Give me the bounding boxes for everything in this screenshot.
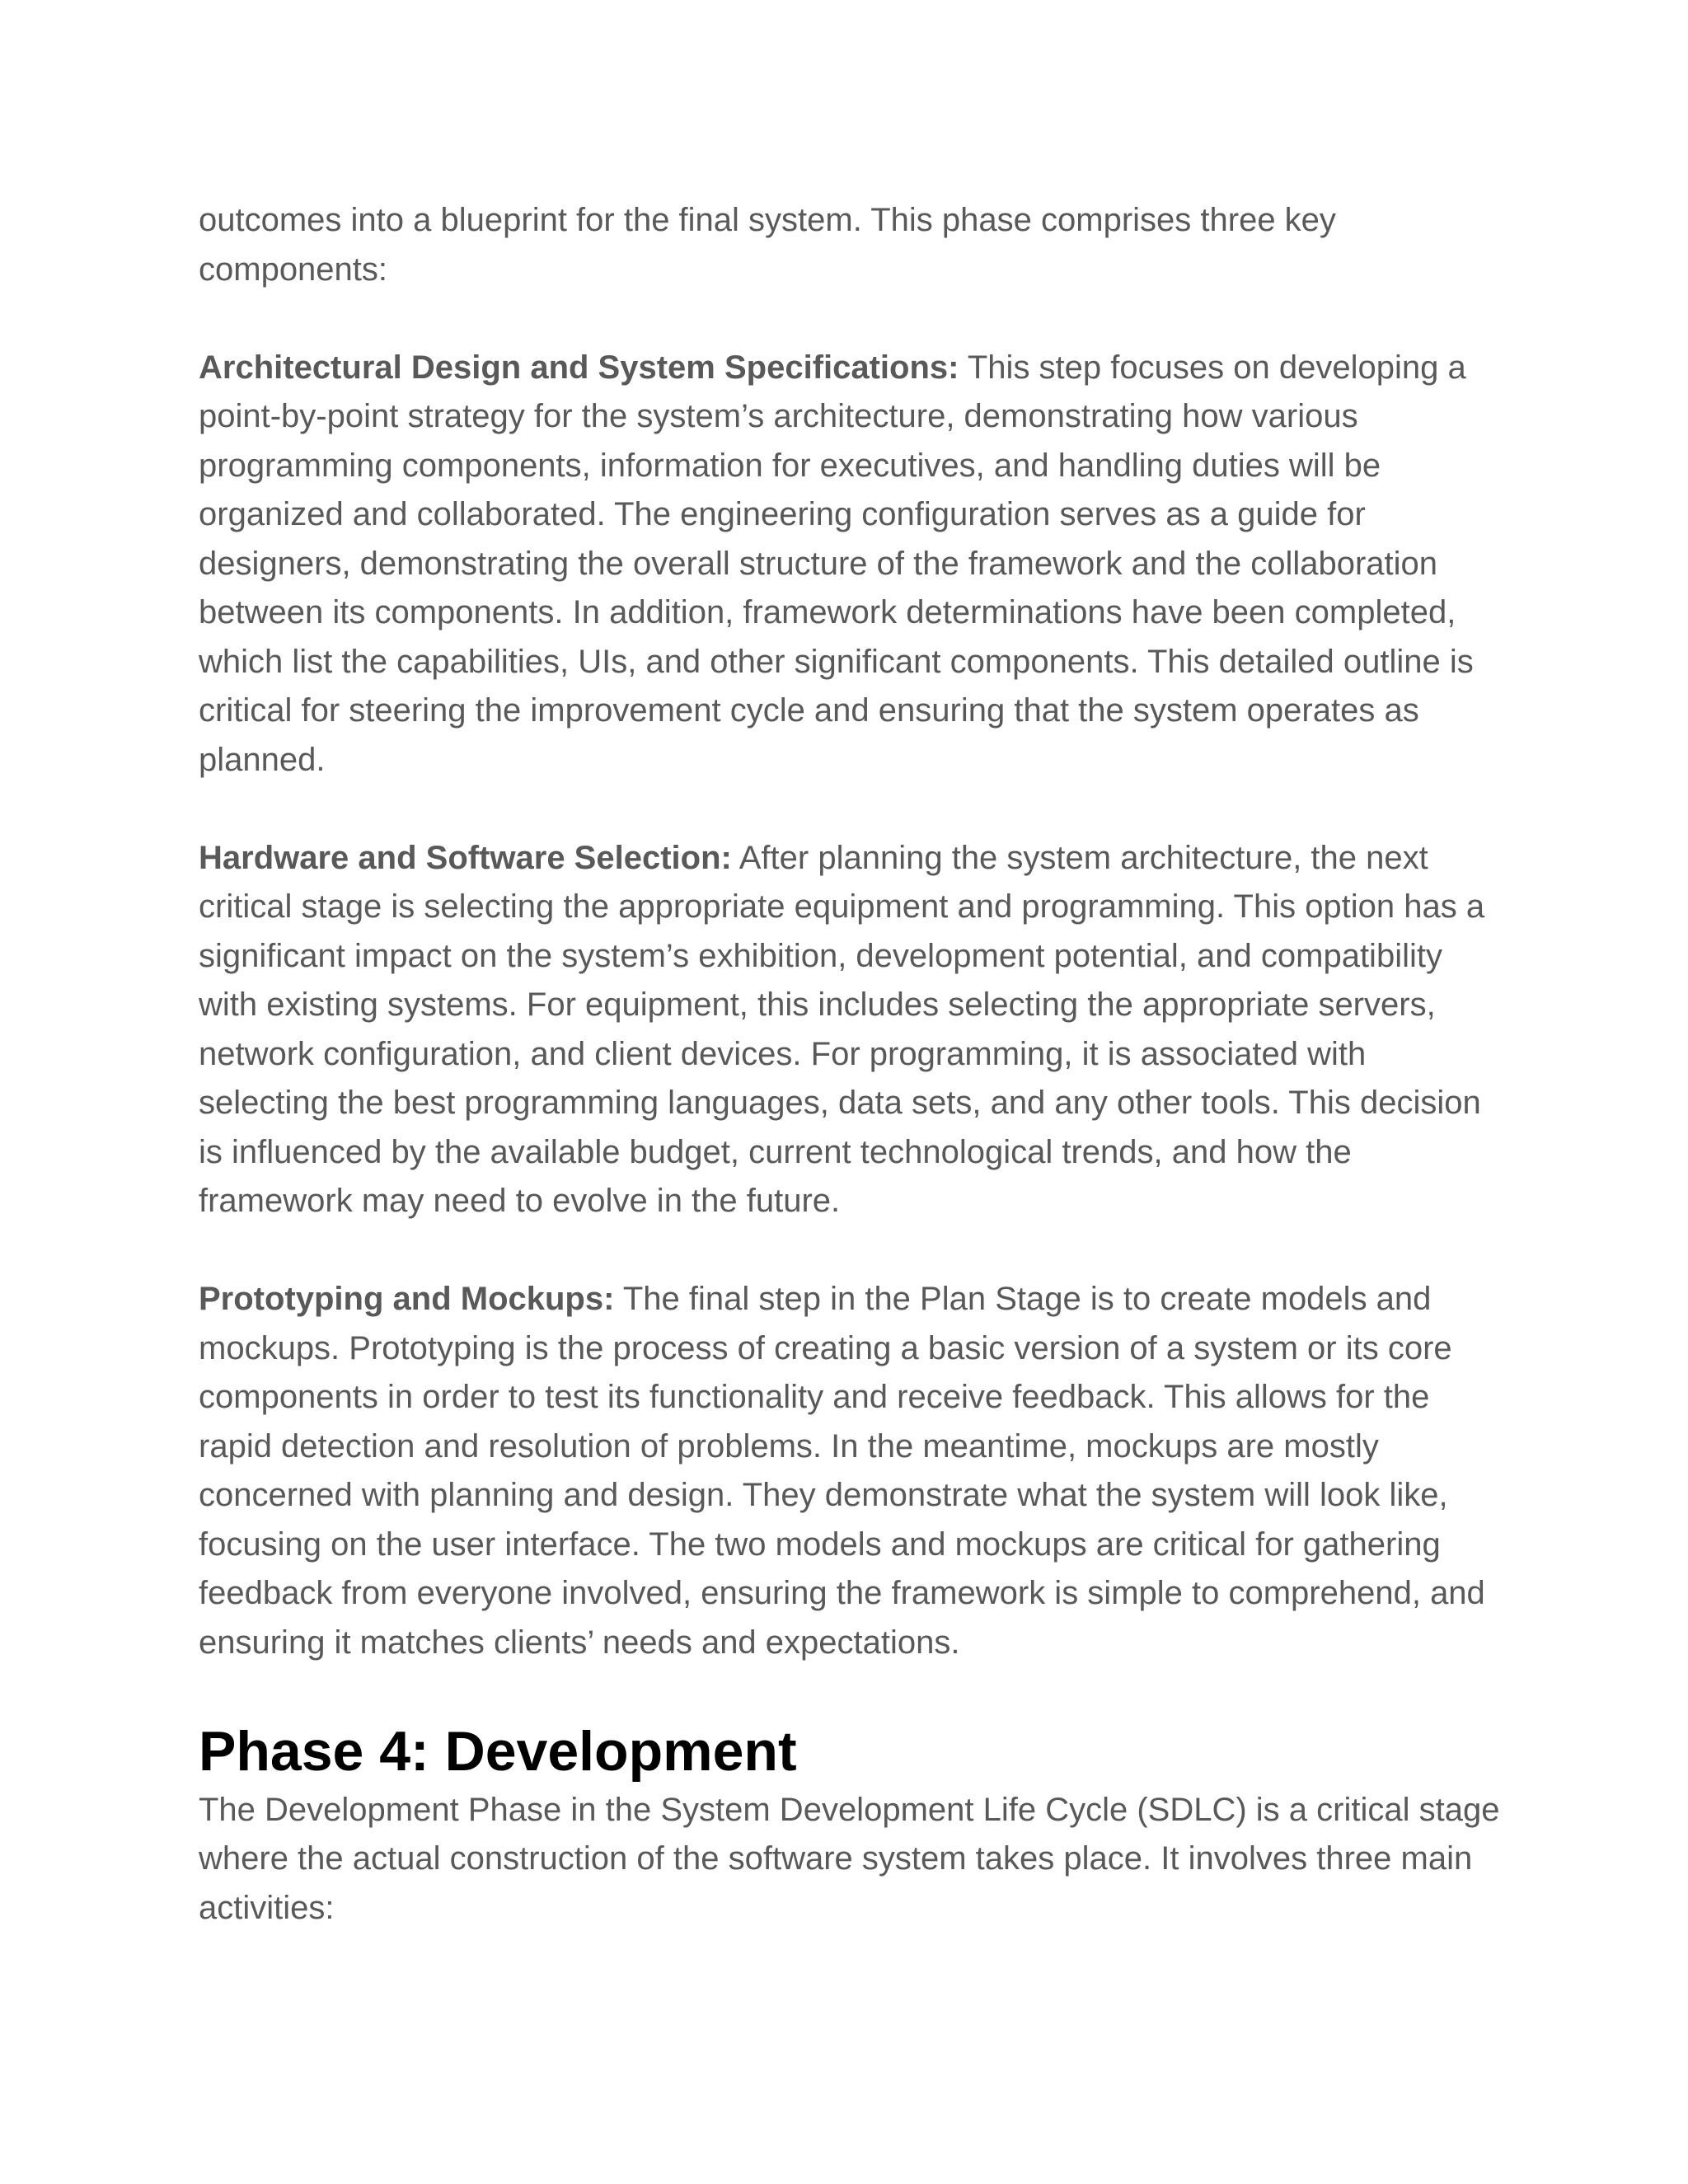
phase4-heading: Phase 4: Development [199, 1719, 797, 1783]
section-lead-hardware-software: Hardware and Software Selection: [199, 839, 732, 876]
section-body-architectural-design: This step focuses on developing a point-by-point strategy for the system’s architecture, demonstrating how various programming components, information for executives, and handling duties will be organized and collaborated. The engineering configuration serves as a guide for designers, demonstrating the overall structure of the framework and the collaboration between its components. In addition, framework determinations have been completed, which list the capabilities, UIs, and other significant components. This detailed outline is critical for steering the improvement cycle and ensuring that the system operates as planned. [199, 349, 1474, 778]
phase4-paragraph: The Development Phase in the System Development Life Cycle (SDLC) is a critical stage where the actual construction of the software system takes place. It involves three main activities: [199, 1791, 1500, 1926]
section-lead-prototyping: Prototyping and Mockups: [199, 1281, 615, 1317]
document-body [199, 196, 1501, 1933]
section-prototyping [199, 1275, 1501, 1667]
section-body-prototyping: The final step in the Plan Stage is to create models and mockups. Prototyping is the process of creating a basic version of a system or its core components in order to test its functionality and receive feedback. This allows for the rapid detection and resolution of problems. In the meantime, mockups are mostly concerned with planning and design. They demonstrate what the system will look like, focusing on the user interface. The two models and mockups are critical for gathering feedback from everyone involved, ensuring the framework is simple to comprehend, and ensuring it matches clients’ needs and expectations. [199, 1281, 1485, 1661]
section-architectural-design [199, 344, 1501, 785]
section-body-hardware-software: After planning the system architecture, the next critical stage is selecting the appropriate equipment and programming. This option has a significant impact on the system’s exhibition, development potential, and compatibility with existing systems. For equipment, this includes selecting the appropriate servers, network configuration, and client devices. For programming, it is associated with selecting the best programming languages, data sets, and any other tools. This decision is influenced by the available budget, current technological trends, and how the framework may need to evolve in the future. [199, 839, 1485, 1219]
section-lead-architectural-design: Architectural Design and System Specifications: [199, 349, 959, 386]
intro-paragraph: outcomes into a blueprint for the final system. This phase comprises three key components: [199, 202, 1336, 288]
section-hardware-software [199, 834, 1501, 1226]
